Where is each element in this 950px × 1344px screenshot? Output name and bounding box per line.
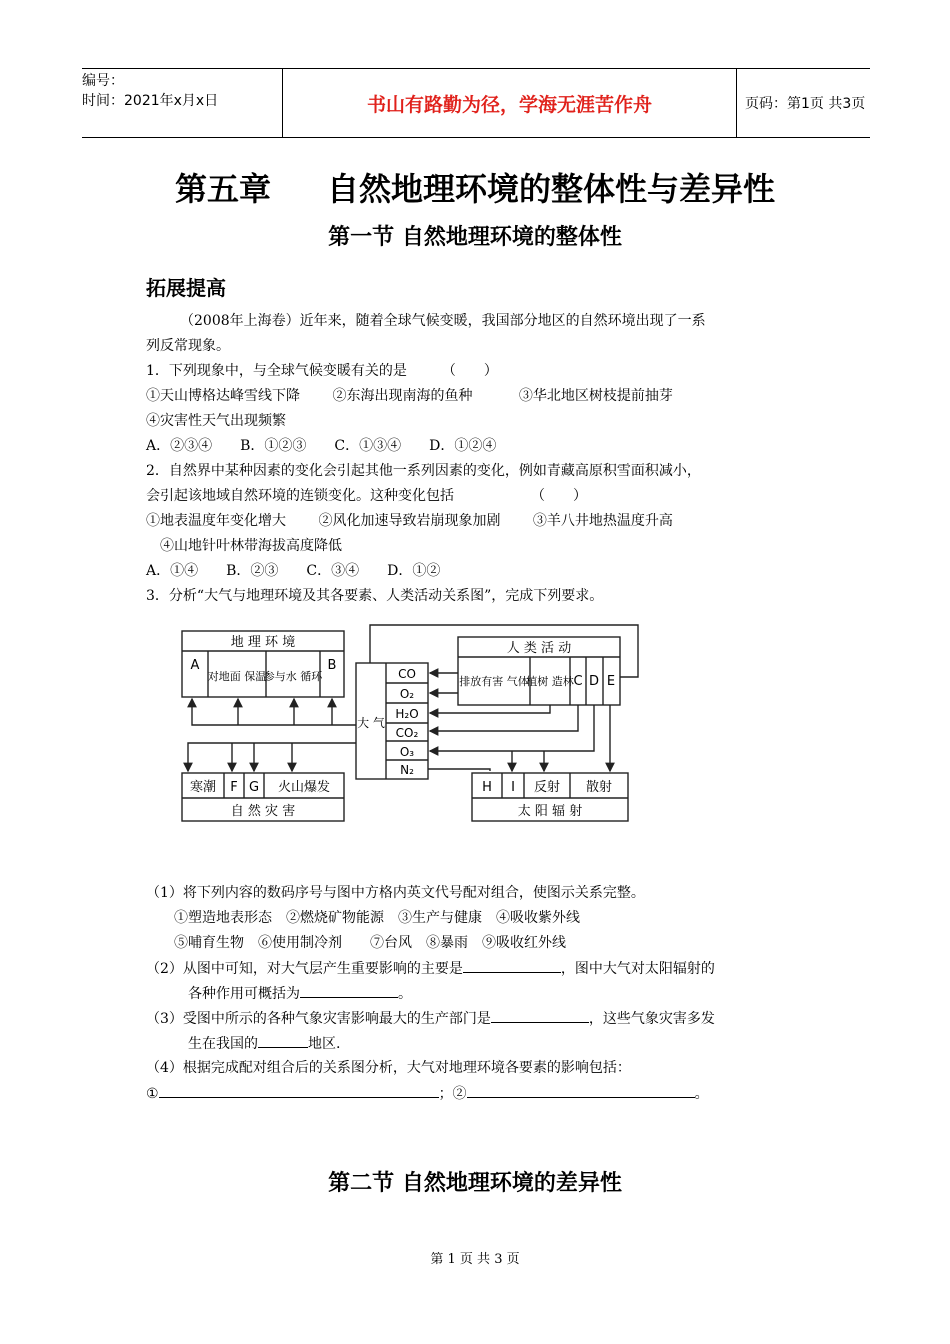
sub3-text-a: （3）受图中所示的各种气象灾害影响最大的生产部门是 (146, 1011, 491, 1027)
gas-h2o: H₂O (395, 707, 419, 721)
sub4-blanks (146, 1083, 709, 1104)
sub4-text: （4）根据完成配对组合后的关系图分析，大气对地理环境各要素的影响包括： (146, 1060, 631, 1076)
number-label: 编号： (82, 73, 124, 89)
sub3-line2 (146, 1033, 340, 1054)
sub2-line1 (146, 958, 715, 979)
q1-options-row2: ④灾害性天气出现频繁 (146, 413, 286, 429)
sub1-text: （1）将下列内容的数码序号与图中方格内英文代号配对组合，使图示关系完整。 (146, 885, 645, 901)
box-c-label: C (573, 674, 583, 689)
emit-label: 排放有害 气体 (459, 675, 529, 688)
sub4-sep: ；② (438, 1086, 467, 1102)
header-meta (82, 69, 282, 137)
box-h-label: H (482, 780, 492, 795)
disaster-label: 自 然 灾 害 (230, 804, 296, 819)
sub2-text-b: ，图中大气对太阳辐射的 (560, 961, 715, 977)
chapter-title (0, 164, 950, 210)
gas-n2: N₂ (400, 763, 414, 777)
chapter-number: 第五章 (174, 170, 271, 208)
atmosphere-label: 大 气 (357, 716, 385, 730)
q1-answers: A．②③④ B．①②③ C．①③④ D．①②④ (146, 438, 497, 454)
chapter-name: 自然地理环境的整体性与差异性 (327, 170, 776, 208)
page-label: 页码：第1页 共3页 (745, 96, 866, 112)
page-footer: 第 1 页 共 3 页 (430, 1252, 520, 1267)
q2-answers: A．①④ B．②③ C．③④ D．①② (146, 563, 441, 579)
box-b-label: B (327, 658, 337, 673)
q1-options-row1: ①天山博格达峰雪线下降 ②东海出现南海的鱼种 ③华北地区树枝提前抽芽 (146, 388, 673, 404)
box-a-label: A (190, 658, 200, 673)
sub2-text-d: 。 (398, 986, 412, 1002)
relation-diagram (172, 617, 644, 835)
sub3-blank2[interactable] (258, 1033, 308, 1048)
reflect-label: 反射 (533, 780, 561, 795)
q2-options-row2: ④山地针叶林带海拔高度降低 (146, 538, 342, 554)
sub3-line1 (146, 1008, 715, 1029)
section2-title: 第二节 自然地理环境的差异性 (328, 1171, 622, 1196)
q2-stem2: 会引起该地域自然环境的连锁变化。这种变化包括 （ ） (146, 488, 587, 504)
gas-o2: O₂ (399, 687, 415, 701)
q2-stem1: 2．自然界中某种因素的变化会引起其他一系列因素的变化，例如青藏高原积雪面积减小， (146, 463, 701, 479)
box-f-label: F (230, 780, 238, 795)
sub1-options-row1: ①塑造地表形态 ②燃烧矿物能源 ③生产与健康 ④吸收紫外线 (146, 910, 580, 926)
motto: 书山有路勤为径，学海无涯苦作舟 (282, 69, 737, 137)
page-header (82, 68, 870, 138)
sub2-text-a: （2）从图中可知，对大气层产生重要影响的主要是 (146, 961, 463, 977)
gas-co2: CO₂ (395, 726, 419, 740)
solar-label: 太 阳 辐 射 (517, 804, 583, 819)
scatter-label: 散射 (585, 780, 613, 795)
surface-temp-label: 对地面 保温 (207, 670, 267, 683)
sub2-line2 (146, 983, 412, 1004)
sub2-blank1[interactable] (463, 958, 561, 973)
water-cycle-label: 参与水 循环 (263, 670, 323, 683)
gas-co: CO (398, 667, 416, 681)
date-label: 时间：2021年x月x日 (82, 93, 219, 109)
volcano-label: 火山爆发 (277, 780, 331, 795)
section1-title: 第一节 自然地理环境的整体性 (328, 225, 622, 250)
q3-stem: 3．分析“大气与地理环境及其各要素、人类活动关系图”，完成下列要求。 (146, 588, 604, 604)
sub4-blank1[interactable] (159, 1083, 439, 1098)
sub4-num1: ① (146, 1086, 159, 1102)
box-d-label: D (588, 674, 600, 689)
human-activity-label: 人 类 活 动 (506, 641, 572, 656)
gas-o3: O₃ (399, 745, 415, 759)
sub2-text-c: 各种作用可概括为 (146, 986, 300, 1002)
cold-wave-label: 寒潮 (189, 780, 217, 795)
sub3-text-d: 地区. (308, 1036, 341, 1052)
sub2-blank2[interactable] (300, 983, 398, 998)
sub3-text-c: 生在我国的 (146, 1036, 258, 1052)
extension-title: 拓展提高 (146, 276, 226, 300)
sub3-blank1[interactable] (491, 1008, 589, 1023)
geo-env-label: 地 理 环 境 (230, 635, 296, 650)
sub4-blank2[interactable] (467, 1083, 695, 1098)
plant-label: 植树 造林 (526, 675, 574, 688)
sub3-text-b: ，这些气象灾害多发 (588, 1011, 715, 1027)
box-i-label: I (511, 780, 515, 795)
q1-stem: 1．下列现象中，与全球气候变暖有关的是 （ ） (146, 363, 498, 379)
box-e-label: E (606, 674, 616, 689)
sub1-options-row2: ⑤哺育生物 ⑥使用制冷剂 ⑦台风 ⑧暴雨 ⑨吸收红外线 (146, 935, 566, 951)
intro-line1: （2008年上海卷）近年来，随着全球气候变暖，我国部分地区的自然环境出现了一系 (180, 313, 706, 329)
q2-options-row1: ①地表温度年变化增大 ②风化加速导致岩崩现象加剧 ③羊八井地热温度升高 (146, 513, 673, 529)
intro-line2: 列反常现象。 (146, 338, 230, 354)
sub4-end: 。 (694, 1086, 709, 1102)
box-g-label: G (248, 780, 260, 795)
